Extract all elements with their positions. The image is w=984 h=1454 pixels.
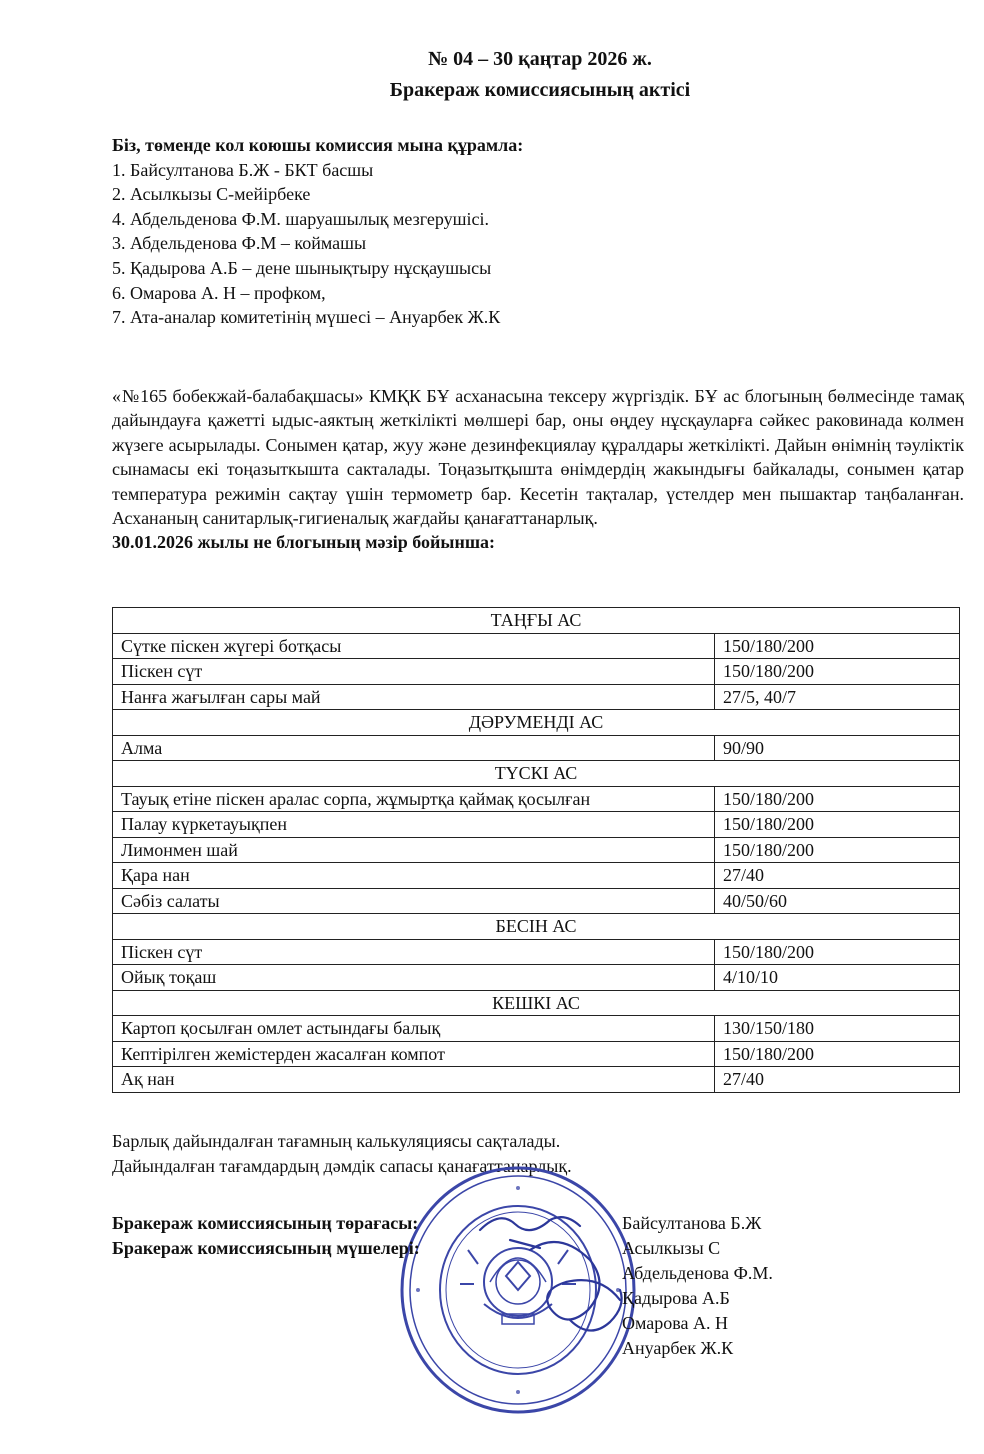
- dish-amount: 150/180/200: [714, 837, 959, 863]
- table-row: [113, 786, 960, 812]
- member-item: 6. Омарова А. Н – профком,: [112, 282, 326, 303]
- dish-amount: 40/50/60: [714, 888, 959, 914]
- signatory-names: [622, 1211, 773, 1361]
- dish-amount: 150/180/200: [714, 786, 959, 812]
- conclusion-line: Дайындалған тағамдардың дәмдік сапасы қанағаттанарлық.: [112, 1155, 572, 1176]
- section-row: [113, 990, 960, 1016]
- dish-name: Сүтке піскен жүгері ботқасы: [113, 633, 715, 659]
- members-label: Бракераж комиссиясының мүшелері:: [112, 1237, 420, 1258]
- table-row: [113, 888, 960, 914]
- signatory-name: Қадырова А.Б: [622, 1288, 730, 1308]
- document-header: [0, 44, 984, 106]
- table-row: [113, 1067, 960, 1093]
- dish-name: Алма: [113, 735, 715, 761]
- table-row: [113, 812, 960, 838]
- section-title: КЕШКІ АС: [113, 990, 960, 1016]
- section-row: [113, 761, 960, 787]
- chair-label: Бракераж комиссиясының төрағасы:: [112, 1213, 419, 1233]
- dish-amount: 130/150/180: [714, 1016, 959, 1042]
- member-item: 1. Байсултанова Б.Ж - БКТ басшы: [112, 159, 374, 180]
- menu-table: [112, 607, 960, 1093]
- signatory-name: Байсултанова Б.Ж: [622, 1213, 762, 1233]
- inspection-paragraph: «№165 бобекжай-балабақшасы» КМҚК БҰ асханасына тексеру жүргіздік. БҰ ас блогының бөлмесінде тамақ дайындауға қажетті ыдыс-аяктың жеткілікті мөлшері бар, оны өңдеу нұсқауларға сәйкес раковинада колмен жүзеге асырылады. Сонымен қатар, жуу және дезинфекциялау құралдары жеткілікті. Дайын өнімнің тәуліктік сынамасы екі тоңазыткышта сакталады. Тоңазытқышта өнімдердің жакындығы байкалады, сонымен қатар температура режимін сақтау үшін термометр бар. Кесетін тақталар, үстелдер мен пышактар таңбаланған. Асхананың санитарлық-гигиеналық жағдайы қанағаттанарлық.: [112, 386, 964, 529]
- dish-amount: 27/40: [714, 1067, 959, 1093]
- table-row: [113, 965, 960, 991]
- dish-name: Палау күркетауықпен: [113, 812, 715, 838]
- table-row: [113, 1016, 960, 1042]
- table-row: [113, 735, 960, 761]
- signatory-name: Омарова А. Н: [622, 1313, 729, 1333]
- signature-labels: [112, 1211, 420, 1260]
- section-row: [113, 914, 960, 940]
- section-title: ТАҢҒЫ АС: [113, 608, 960, 634]
- section-row: [113, 710, 960, 736]
- dish-amount: 90/90: [714, 735, 959, 761]
- dish-name: Ақ нан: [113, 1067, 715, 1093]
- member-item: 3. Абдельденова Ф.М – коймашы: [112, 233, 367, 254]
- member-item: 5. Қадырова А.Б – дене шынықтыру нұсқаушысы: [112, 257, 492, 278]
- dish-amount: 150/180/200: [714, 1041, 959, 1067]
- section-title: ТҮСКІ АС: [113, 761, 960, 787]
- dish-name: Нанға жағылған сары май: [113, 684, 715, 710]
- table-row: [113, 659, 960, 685]
- dish-name: Сәбіз салаты: [113, 888, 715, 914]
- dish-name: Картоп қосылған омлет астындағы балық: [113, 1016, 715, 1042]
- dish-amount: 27/5, 40/7: [714, 684, 959, 710]
- members-intro: Біз, төменде кол коюшы комиссия мына құрамла:: [112, 135, 524, 155]
- section-title: БЕСІН АС: [113, 914, 960, 940]
- dish-amount: 150/180/200: [714, 939, 959, 965]
- table-row: [113, 633, 960, 659]
- dish-name: Піскен сүт: [113, 939, 715, 965]
- signatory-name: Абдельденова Ф.М.: [622, 1263, 773, 1283]
- dish-amount: 150/180/200: [714, 812, 959, 838]
- table-row: [113, 837, 960, 863]
- signatory-name: Асылкызы С: [622, 1238, 721, 1258]
- member-item: 2. Асылкызы С-мейірбеке: [112, 184, 311, 205]
- dish-name: Қара нан: [113, 863, 715, 889]
- section-row: [113, 608, 960, 634]
- dish-amount: 150/180/200: [714, 633, 959, 659]
- signatory-name: Ануарбек Ж.К: [622, 1338, 734, 1358]
- conclusion-line: Барлық дайындалған тағамның калькуляциясы сақталады.: [112, 1131, 561, 1151]
- dish-amount: 150/180/200: [714, 659, 959, 685]
- dish-name: Лимонмен шай: [113, 837, 715, 863]
- commission-members: [112, 133, 523, 330]
- act-number-date: № 04 – 30 қаңтар 2026 ж.: [428, 48, 652, 70]
- table-row: [113, 863, 960, 889]
- inspection-text: [112, 384, 964, 555]
- dish-amount: 4/10/10: [714, 965, 959, 991]
- dish-name: Тауық етіне піскен аралас сорпа, жұмыртқа қаймақ қосылған: [113, 786, 715, 812]
- member-item: 7. Ата-аналар комитетінің мүшесі – Ануарбек Ж.К: [112, 307, 501, 328]
- act-title: Бракераж комиссиясының актісі: [389, 79, 691, 101]
- table-row: [113, 1041, 960, 1067]
- dish-amount: 27/40: [714, 863, 959, 889]
- table-row: [113, 684, 960, 710]
- section-title: ДӘРУМЕНДІ АС: [113, 710, 960, 736]
- dish-name: Кептірілген жемістерден жасалған компот: [113, 1041, 715, 1067]
- handwritten-signature: [470, 1190, 640, 1360]
- member-item: 4. Абдельденова Ф.М. шаруашылық мезгерушісі.: [112, 208, 489, 229]
- menu-heading: 30.01.2026 жылы не блогының мәзір бойынша:: [112, 532, 496, 553]
- dish-name: Ойық тоқаш: [113, 965, 715, 991]
- table-row: [113, 939, 960, 965]
- dish-name: Піскен сүт: [113, 659, 715, 685]
